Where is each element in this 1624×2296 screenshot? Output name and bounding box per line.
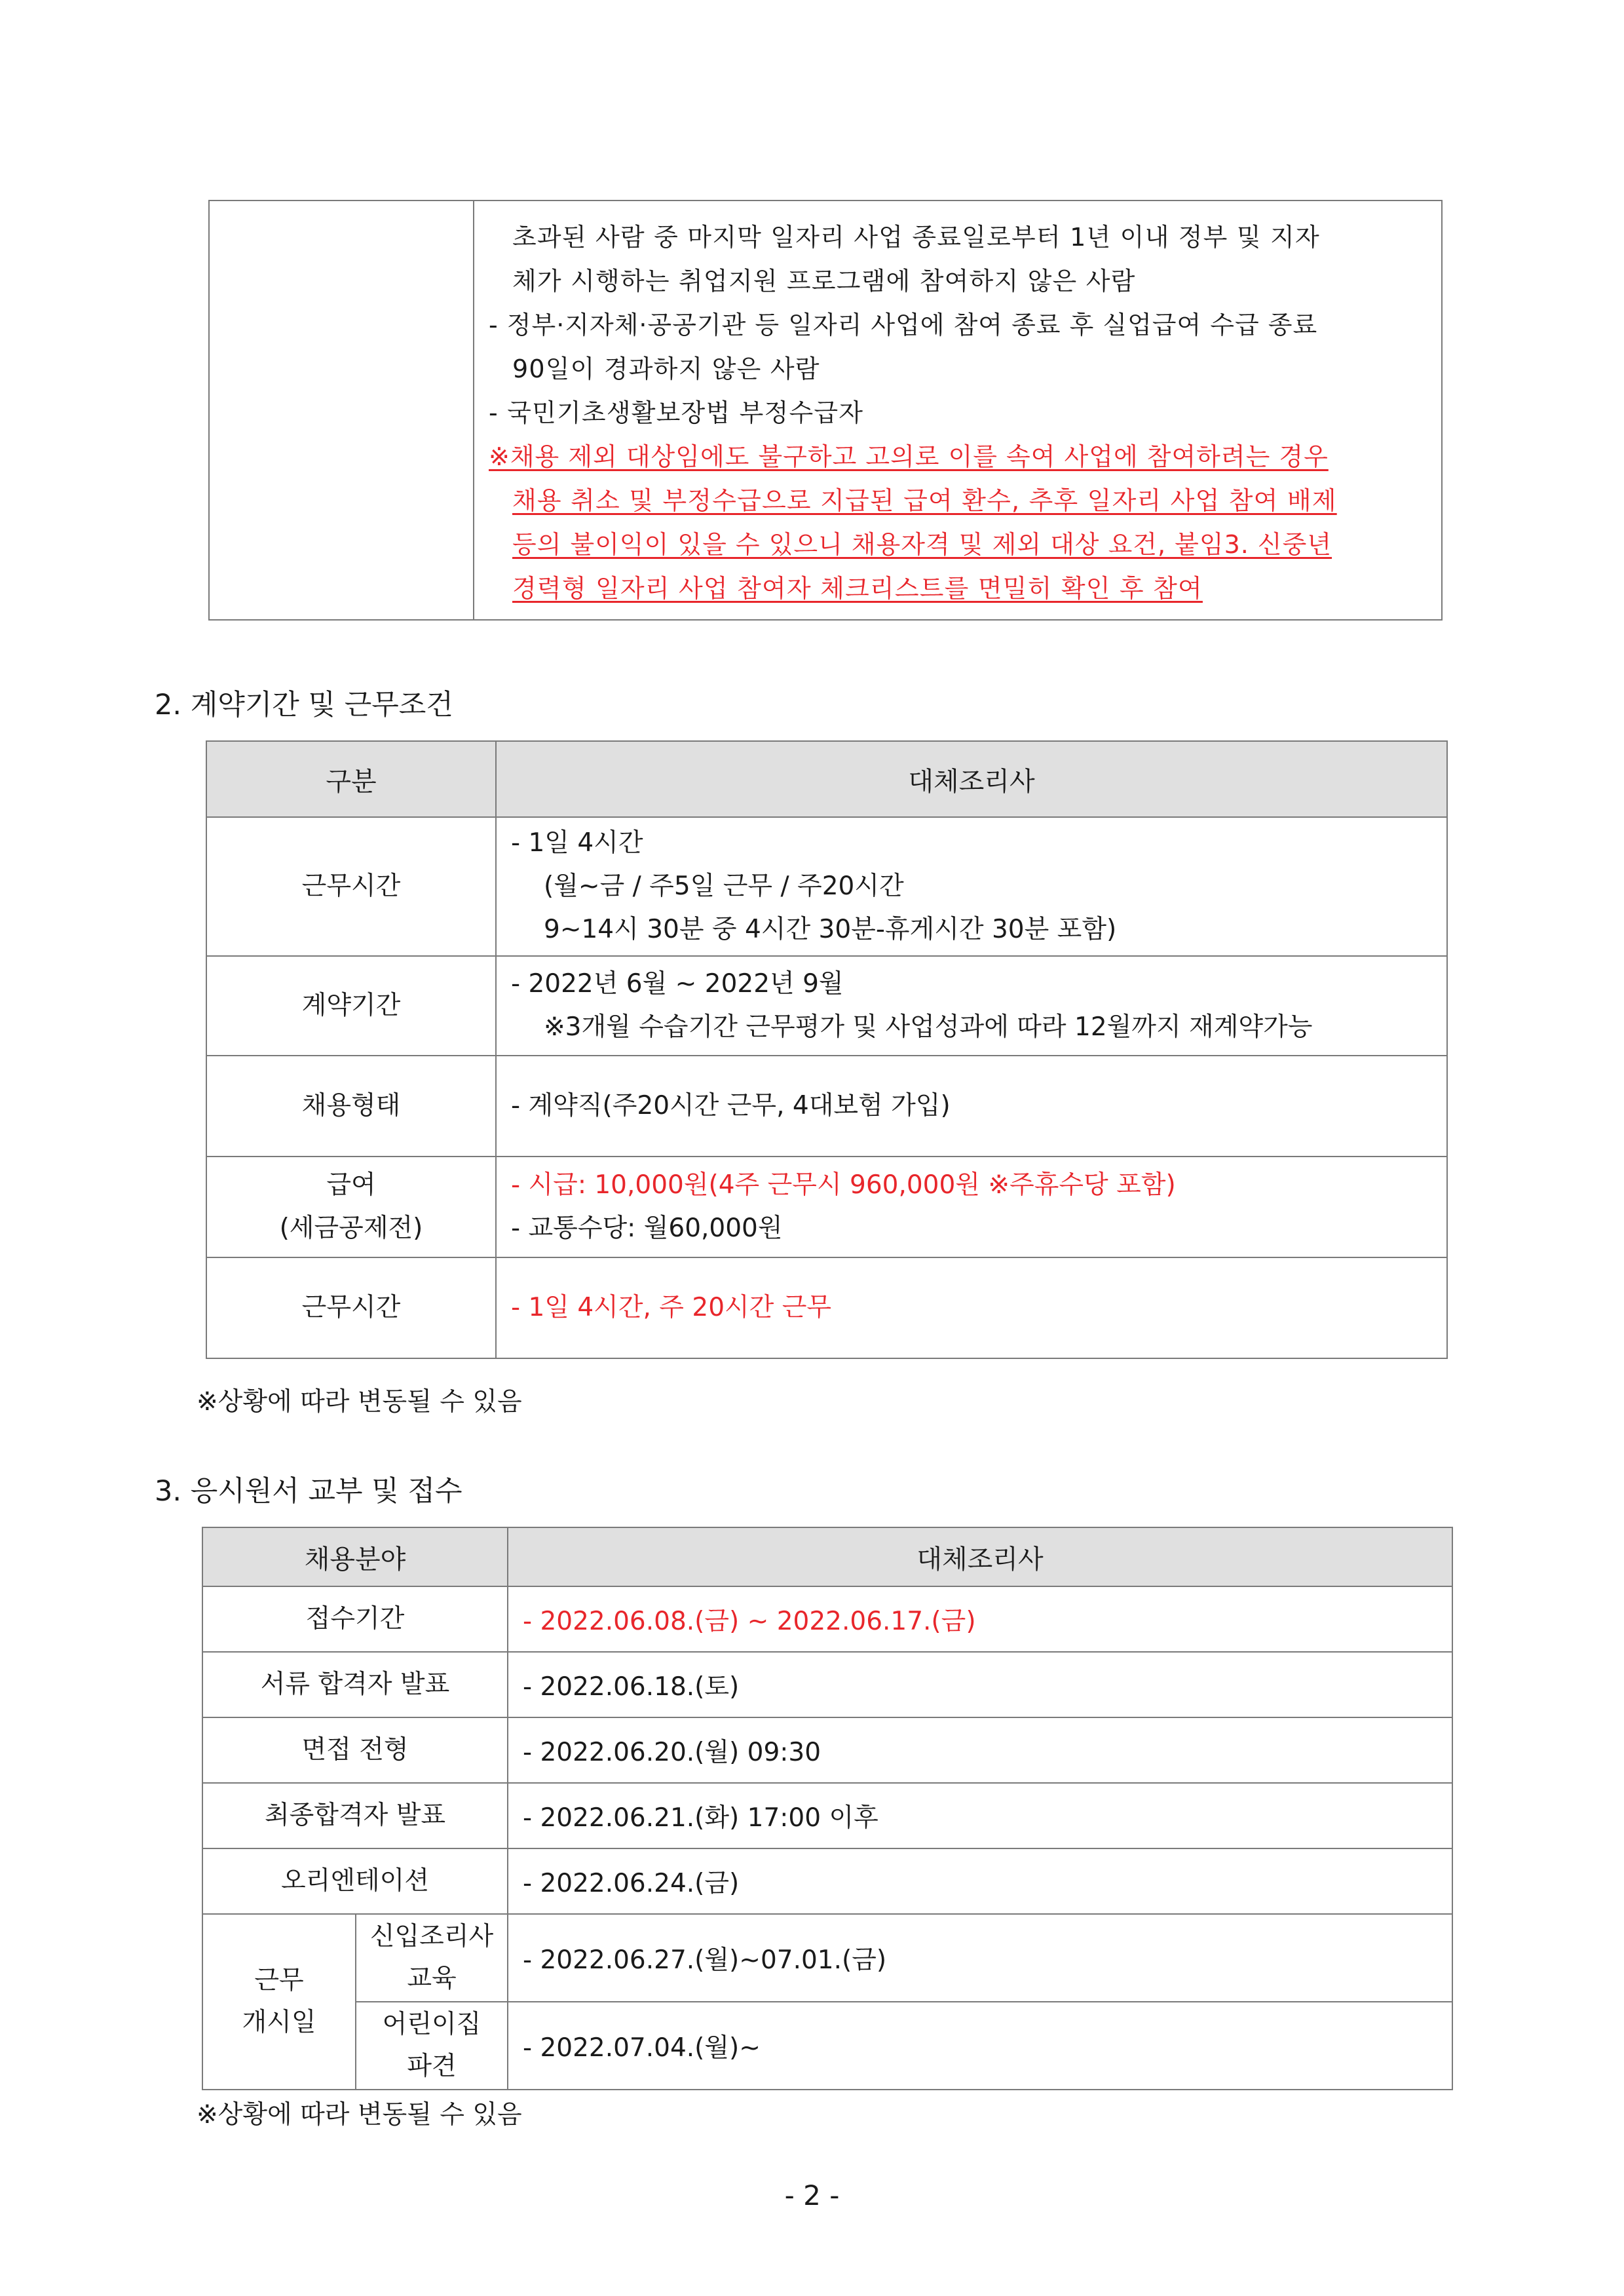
header-col1: 구분 — [206, 741, 496, 817]
table-row — [206, 1056, 1447, 1157]
row-label: 계약기간 — [206, 956, 496, 1056]
row-value-line: - 2022년 6월 ~ 2022년 9월 — [511, 969, 844, 999]
row-label: 접수기간 — [202, 1586, 508, 1652]
sub-row-label-line: 파견 — [407, 2052, 457, 2081]
row-value: - 2022.06.21.(화) 17:00 이후 — [508, 1783, 1452, 1848]
row-value — [496, 956, 1447, 1056]
row-label: 근무시간 — [206, 1257, 496, 1358]
table-row — [206, 1257, 1447, 1358]
warning-line: 등의 불이익이 있을 수 있으니 채용자격 및 제외 대상 요건, 붙임3. 신중년 — [512, 530, 1332, 559]
row-label-line: (세금공제전) — [279, 1214, 423, 1243]
table-row — [206, 956, 1447, 1056]
table-row — [202, 1914, 1452, 2002]
eligibility-label-cell — [209, 201, 474, 620]
row-label-line: 급여 — [326, 1170, 376, 1200]
row-label: 면접 전형 — [202, 1717, 508, 1783]
row-label: 오리엔테이션 — [202, 1848, 508, 1914]
row-value-line: ※3개월 수습기간 근무평가 및 사업성과에 따라 12월까지 재계약가능 — [544, 1012, 1313, 1042]
row-value — [496, 1257, 1447, 1358]
sub-row-label — [356, 1914, 508, 2002]
sub-row-label-line: 신입조리사 — [369, 1922, 494, 1951]
table-row — [206, 817, 1447, 956]
row-label — [206, 1157, 496, 1257]
header-col2: 대체조리사 — [508, 1527, 1452, 1586]
warning-line: 경력형 일자리 사업 참여자 체크리스트를 면밀히 확인 후 참여 — [512, 574, 1203, 603]
start-date-label — [202, 1914, 356, 2090]
section2-heading: 2. 계약기간 및 근무조건 — [155, 689, 453, 721]
header-col2: 대체조리사 — [496, 741, 1447, 817]
row-value-line: (월~금 / 주5일 근무 / 주20시간 — [544, 871, 904, 901]
table-row — [202, 1717, 1452, 1783]
row-value — [496, 1056, 1447, 1157]
start-date-label-line: 근무 — [254, 1966, 304, 1995]
section3-heading: 3. 응시원서 교부 및 접수 — [155, 1475, 463, 1508]
eligibility-content-cell — [474, 201, 1442, 620]
row-value — [496, 1157, 1447, 1257]
row-value: - 2022.06.18.(토) — [508, 1652, 1452, 1717]
warning-line: 채용 취소 및 부정수급으로 지급된 급여 환수, 추후 일자리 사업 참여 배제 — [512, 486, 1337, 515]
row-value: - 2022.06.20.(월) 09:30 — [508, 1717, 1452, 1783]
row-value: - 2022.06.24.(금) — [508, 1848, 1452, 1914]
table-row — [202, 1783, 1452, 1848]
eligibility-line: - 국민기초생활보장법 부정수급자 — [489, 398, 864, 427]
row-value: - 2022.07.04.(월)~ — [508, 2002, 1452, 2090]
sub-row-label-line: 교육 — [407, 1964, 457, 1993]
row-value — [496, 817, 1447, 956]
sub-row-label — [356, 2002, 508, 2090]
section3-note: ※상황에 따라 변동될 수 있음 — [197, 2100, 522, 2130]
start-date-label-line: 개시일 — [242, 2008, 316, 2037]
table-header-row — [206, 741, 1447, 817]
contract-table — [206, 740, 1448, 1359]
header-col1: 채용분야 — [202, 1527, 508, 1586]
row-label: 근무시간 — [206, 817, 496, 956]
section2-note: ※상황에 따라 변동될 수 있음 — [197, 1387, 522, 1417]
warning-line: ※채용 제외 대상임에도 불구하고 고의로 이를 속여 사업에 참여하려는 경우 — [489, 442, 1329, 471]
table-row — [206, 1157, 1447, 1257]
row-label: 서류 합격자 발표 — [202, 1652, 508, 1717]
page-number: - 2 - — [784, 2179, 840, 2211]
sub-row-label-line: 어린이집 — [382, 2010, 482, 2039]
row-value-line: - 계약직(주20시간 근무, 4대보험 가입) — [511, 1091, 951, 1120]
row-value-line: - 1일 4시간, 주 20시간 근무 — [511, 1293, 832, 1322]
row-label: 최종합격자 발표 — [202, 1783, 508, 1848]
eligibility-table — [208, 200, 1443, 621]
row-value-line: - 1일 4시간 — [511, 828, 643, 858]
application-table — [202, 1527, 1453, 2090]
table-header-row — [202, 1527, 1452, 1586]
eligibility-line: 90일이 경과하지 않은 사람 — [512, 354, 820, 383]
row-value: - 2022.06.08.(금) ~ 2022.06.17.(금) — [508, 1586, 1452, 1652]
table-row — [202, 1848, 1452, 1914]
eligibility-line: 초과된 사람 중 마지막 일자리 사업 종료일로부터 1년 이내 정부 및 지자 — [512, 223, 1320, 252]
row-label: 채용형태 — [206, 1056, 496, 1157]
row-value-line: - 시급: 10,000원(4주 근무시 960,000원 ※주휴수당 포함) — [511, 1170, 1176, 1200]
row-value-line: - 교통수당: 월60,000원 — [511, 1214, 783, 1243]
table-row — [202, 2002, 1452, 2090]
row-value: - 2022.06.27.(월)~07.01.(금) — [508, 1914, 1452, 2002]
table-row — [202, 1652, 1452, 1717]
table-row — [202, 1586, 1452, 1652]
eligibility-line: - 정부·지자체·공공기관 등 일자리 사업에 참여 종료 후 실업급여 수급 종료 — [489, 311, 1318, 339]
row-value-line: 9~14시 30분 중 4시간 30분-휴게시간 30분 포함) — [544, 915, 1117, 944]
eligibility-line: 체가 시행하는 취업지원 프로그램에 참여하지 않은 사람 — [512, 267, 1136, 296]
